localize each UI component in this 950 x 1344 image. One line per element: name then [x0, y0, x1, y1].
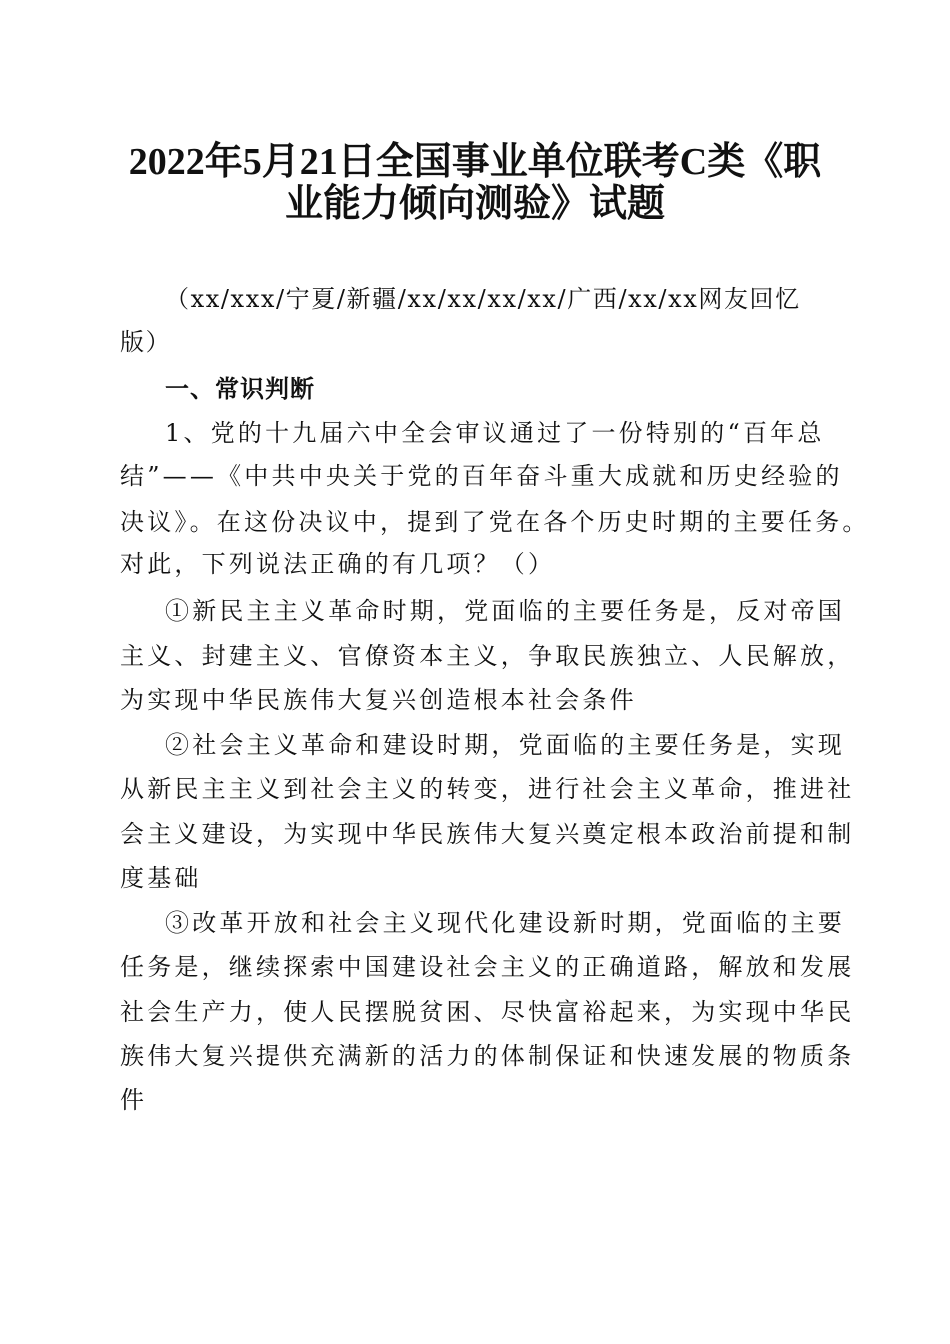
- statement-1-line: ①新民主主义革命时期，党面临的主要任务是，反对帝国: [165, 597, 845, 625]
- statement-2-line: 会主义建设，为实现中华民族伟大复兴奠定根本政治前提和制: [120, 820, 855, 848]
- statement-2-line: ②社会主义革命和建设时期，党面临的主要任务是，实现: [165, 731, 845, 759]
- statement-2-line: 度基础: [120, 864, 202, 892]
- statement-3-line: 社会生产力，使人民摆脱贫困、尽快富裕起来，为实现中华民: [120, 998, 855, 1026]
- question-stem-line: 结”——《中共中央关于党的百年奋斗重大成就和历史经验的: [120, 462, 843, 490]
- source-note-line-2: 版）: [120, 328, 172, 356]
- statement-2-line: 从新民主主义到社会主义的转变，进行社会主义革命，推进社: [120, 775, 855, 803]
- question-stem-line: 对此，下列说法正确的有几项？（）: [120, 550, 556, 578]
- question-stem-line: 1、党的十九届六中全会审议通过了一份特别的“百年总: [165, 419, 825, 447]
- statement-1-line: 主义、封建主义、官僚资本主义，争取民族独立、人民解放，: [120, 642, 855, 670]
- statement-3-line: 族伟大复兴提供充满新的活力的体制保证和快速发展的物质条: [120, 1042, 855, 1070]
- section-heading: 一、常识判断: [165, 375, 315, 403]
- question-stem-line: 决议》。在这份决议中，提到了党在各个历史时期的主要任务。: [120, 508, 870, 536]
- statement-3-line: 件: [120, 1086, 148, 1114]
- document-title-line-2: 业能力倾向测验》试题: [284, 183, 665, 225]
- statement-1-line: 为实现中华民族伟大复兴创造根本社会条件: [120, 686, 637, 714]
- statement-3-line: ③改革开放和社会主义现代化建设新时期，党面临的主要: [165, 909, 845, 937]
- document-title-line-1: 2022年5月21日全国事业单位联考C类《职: [128, 141, 822, 183]
- statement-3-line: 任务是，继续探索中国建设社会主义的正确道路，解放和发展: [120, 953, 855, 981]
- source-note-line-1: （xx/xxx/宁夏/新疆/xx/xx/xx/xx/广西/xx/xx网友回忆: [165, 285, 801, 313]
